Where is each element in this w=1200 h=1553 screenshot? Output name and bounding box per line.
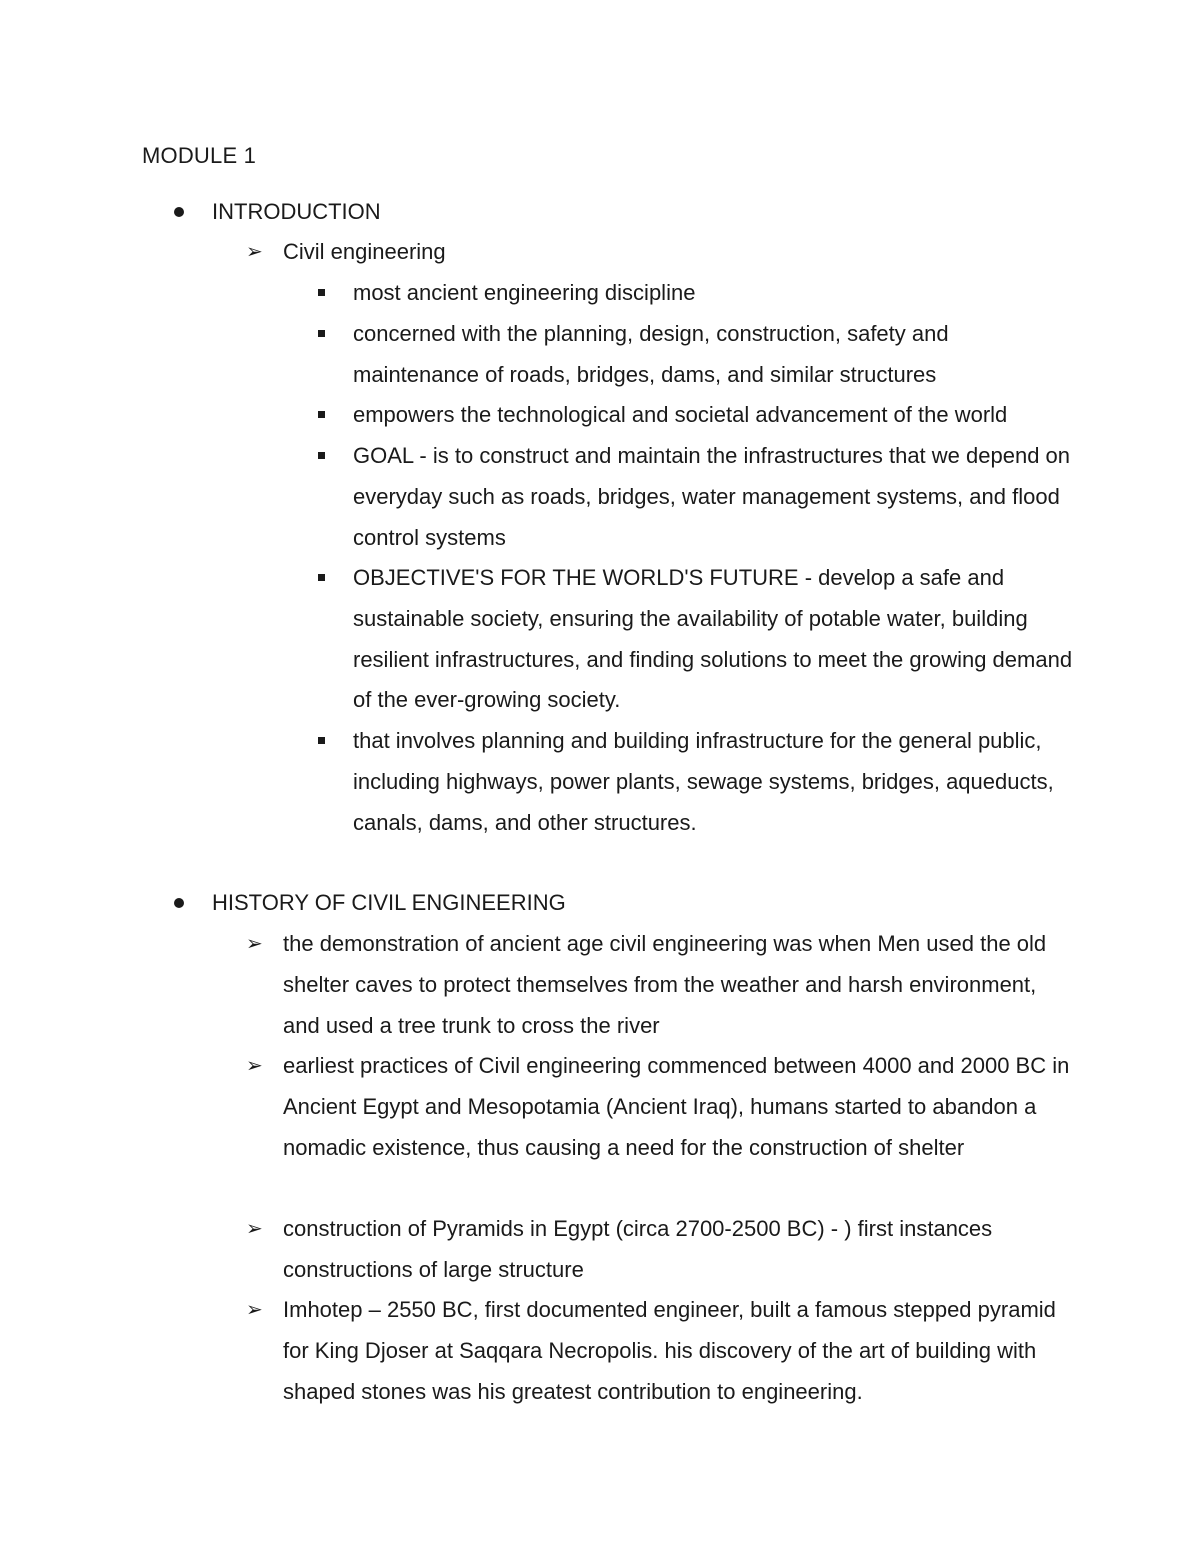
- section-heading: HISTORY OF CIVIL ENGINEERING: [212, 890, 566, 915]
- square-bullet-icon: [318, 411, 325, 418]
- list-item-text: OBJECTIVE'S FOR THE WORLD'S FUTURE - develop a safe and sustainable society, ensuring the availability of potable water, building resilient infrastructures, and finding solutions to meet the growing demand of the ever-growing society.: [353, 565, 1073, 713]
- list-item-text: most ancient engineering discipline: [353, 280, 696, 305]
- list-item-text: that involves planning and building infrastructure for the general public, including highways, power plants, sewage systems, bridges, aqueducts, canals, dams, and other structures.: [353, 728, 1054, 835]
- arrowhead-icon: ➢: [246, 1055, 263, 1077]
- square-bullet-icon: [318, 737, 325, 744]
- square-bullet-icon: [318, 289, 325, 296]
- list-item-text: the demonstration of ancient age civil engineering was when Men used the old shelter caves to protect themselves from the weather and harsh environment, and used a tree trunk to cross the river: [283, 931, 1047, 1038]
- list-item-text: empowers the technological and societal advancement of the world: [353, 402, 1008, 427]
- arrowhead-icon: ➢: [246, 1218, 263, 1240]
- list-item-text: concerned with the planning, design, construction, safety and maintenance of roads, bridges, dams, and similar structures: [353, 321, 949, 387]
- bullet-dot-icon: [174, 207, 184, 217]
- arrowhead-icon: ➢: [246, 933, 263, 955]
- document-title: MODULE 1: [142, 143, 257, 168]
- square-bullet-icon: [318, 330, 325, 337]
- arrowhead-icon: ➢: [246, 1299, 263, 1321]
- section-heading: INTRODUCTION: [212, 199, 381, 224]
- square-bullet-icon: [318, 574, 325, 581]
- arrowhead-icon: ➢: [246, 241, 263, 263]
- list-item-text: GOAL - is to construct and maintain the infrastructures that we depend on everyday such as roads, bridges, water management systems, and flood control systems: [353, 443, 1071, 550]
- bullet-dot-icon: [174, 898, 184, 908]
- square-bullet-icon: [318, 452, 325, 459]
- list-item-text: Imhotep – 2550 BC, first documented engineer, built a famous stepped pyramid for King Djoser at Saqqara Necropolis. his discovery of the art of building with shaped stones was his greatest contribution to engineering.: [283, 1297, 1056, 1404]
- list-item-text: construction of Pyramids in Egypt (circa 2700-2500 BC) - ) first instances constructions of large structure: [283, 1216, 993, 1282]
- list-item-text: earliest practices of Civil engineering commenced between 4000 and 2000 BC in Ancient Egypt and Mesopotamia (Ancient Iraq), humans started to abandon a nomadic existence, thus causing a need for the construction of shelter: [283, 1053, 1070, 1160]
- subheading: Civil engineering: [283, 239, 446, 264]
